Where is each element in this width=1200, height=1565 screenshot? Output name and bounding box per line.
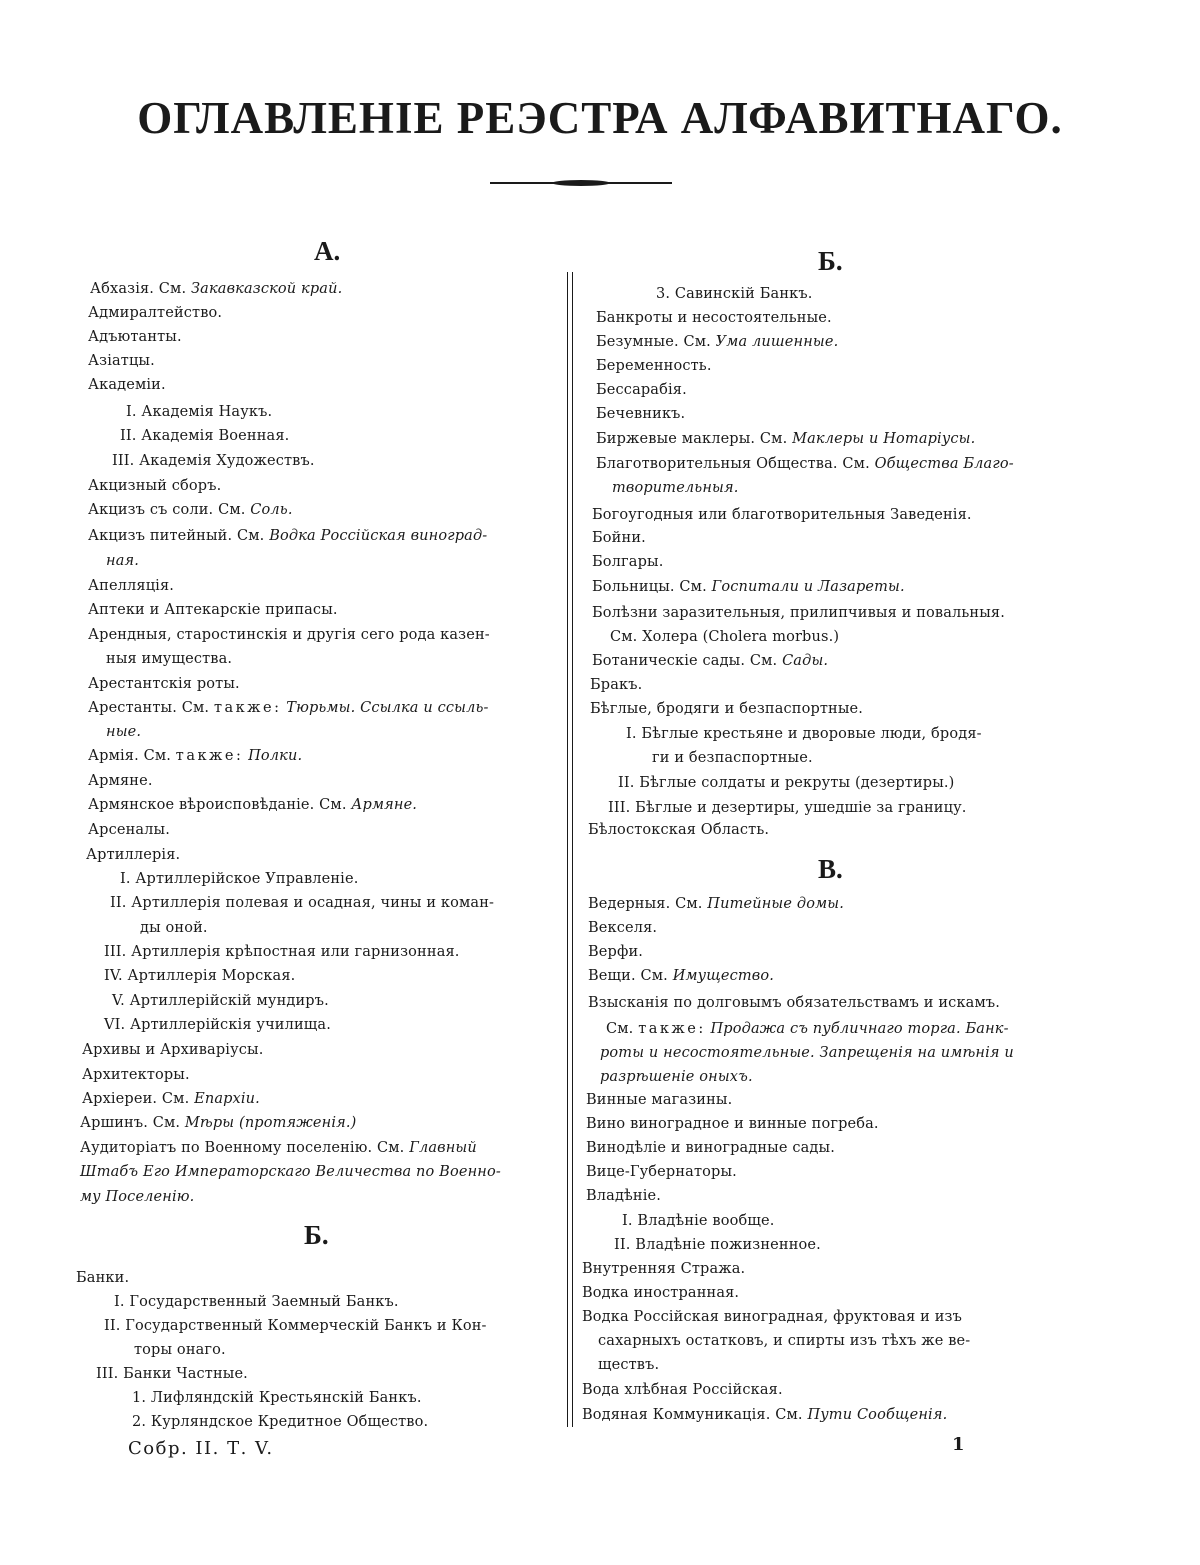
index-entry: Винодѣліе и виноградные сады. xyxy=(586,1140,835,1156)
index-entry: Акцизъ питейный. См. Водка Россійская виноград- xyxy=(88,528,488,544)
index-entry: Апелляція. xyxy=(88,578,175,594)
section-head-b-left: Б. xyxy=(304,1220,329,1250)
index-entry: Адъютанты. xyxy=(88,329,182,345)
index-entry-continuation: разрѣшеніе оныхъ. xyxy=(600,1069,753,1085)
index-subentry: VI. Артиллерійскія училища. xyxy=(104,1017,331,1033)
index-entry: Биржевые маклеры. См. Маклеры и Нотаріусы. xyxy=(596,431,976,447)
index-entry: Армянское вѣроисповѣданіе. См. Армяне. xyxy=(88,797,418,813)
index-subentry: 2. Курляндское Кредитное Общество. xyxy=(132,1414,429,1430)
signature-mark: Собр. II. Т. V. xyxy=(128,1438,274,1459)
index-entry: Аршинъ. См. Мѣры (протяженія.) xyxy=(80,1115,357,1131)
index-entry: Бѣглые, бродяги и безпаспортные. xyxy=(590,701,864,717)
index-subentry: II. Академія Военная. xyxy=(120,428,290,444)
index-entry-continuation: Штабъ Его Императорскаго Величества по Военно- xyxy=(80,1164,501,1180)
index-subentry: II. Бѣглые солдаты и рекруты (дезертиры.) xyxy=(618,775,955,791)
section-head-a: А. xyxy=(314,236,341,266)
index-entry: Водка Россійская виноградная, фруктовая и изъ xyxy=(582,1309,962,1325)
index-entry: Азіатцы. xyxy=(88,353,155,369)
index-entry: Бечевникъ. xyxy=(596,406,686,422)
index-entry: Банкроты и несостоятельные. xyxy=(596,310,832,326)
column-divider xyxy=(567,272,568,1427)
index-entry: Внутренняя Стража. xyxy=(582,1261,746,1277)
index-subentry: II. Государственный Коммерческій Банкъ и Кон- xyxy=(104,1318,487,1334)
index-entry: Водяная Коммуникація. См. Пути Сообщенія. xyxy=(582,1407,948,1423)
index-entry: Архіереи. См. Епархіи. xyxy=(82,1091,260,1107)
index-entry: Архивы и Архиваріусы. xyxy=(82,1042,264,1058)
index-subentry: II. Владѣніе пожизненное. xyxy=(614,1237,821,1253)
index-entry-continuation: ществъ. xyxy=(598,1357,660,1373)
index-subentry: I. Государственный Заемный Банкъ. xyxy=(114,1294,399,1310)
index-entry: Армяне. xyxy=(88,773,153,789)
index-entry: Благотворительныя Общества. См. Общества Благо- xyxy=(596,456,1014,472)
index-subentry: III. Бѣглые и дезертиры, ушедшіе за границу. xyxy=(608,800,967,816)
index-entry: Безумные. См. Ума лишенные. xyxy=(596,334,839,350)
index-entry: Больницы. См. Госпитали и Лазареты. xyxy=(592,579,905,595)
index-entry: Адмиралтейство. xyxy=(88,305,223,321)
index-entry: Бѣлостокская Область. xyxy=(588,822,770,838)
index-entry: Акцизный сборъ. xyxy=(88,478,222,494)
index-entry: Академіи. xyxy=(88,377,166,393)
index-entry: Арсеналы. xyxy=(88,822,170,838)
index-entry: Банки. xyxy=(76,1270,130,1286)
index-entry: Абхазія. См. Закавказской край. xyxy=(90,281,343,297)
index-entry: Артиллерія. xyxy=(86,847,181,863)
index-entry: Болгары. xyxy=(592,554,664,570)
index-entry: Взысканія по долговымъ обязательствамъ и искамъ. xyxy=(588,995,1001,1011)
index-entry-continuation: му Поселенію. xyxy=(80,1189,195,1205)
index-entry: Ведерныя. См. Питейные домы. xyxy=(588,896,844,912)
index-entry: Ботаническіе сады. См. Сады. xyxy=(592,653,829,669)
index-subentry: III. Академія Художествъ. xyxy=(112,453,315,469)
index-entry-continuation: ды оной. xyxy=(140,920,208,936)
index-entry-continuation: ныя имущества. xyxy=(106,651,233,667)
index-subentry: I. Бѣглые крестьяне и дворовые люди, бродя- xyxy=(626,726,982,742)
index-entry: Арендныя, старостинскія и другія сего рода казен- xyxy=(88,627,490,643)
index-entry: Беременность. xyxy=(596,358,712,374)
index-entry: Винные магазины. xyxy=(586,1092,733,1108)
column-divider-inner xyxy=(572,272,573,1427)
title-ornament xyxy=(490,180,672,186)
index-entry: Арестанты. См. также: Тюрьмы. Ссылка и ссыль- xyxy=(88,700,489,716)
index-entry: Вещи. См. Имущество. xyxy=(588,968,775,984)
index-entry-continuation: творительныя. xyxy=(612,480,739,496)
index-subentry: I. Артиллерійское Управленіе. xyxy=(120,871,359,887)
index-entry: Аптеки и Аптекарскіе припасы. xyxy=(88,602,338,618)
index-entry-continuation: См. Холера (Cholera morbus.) xyxy=(610,629,840,645)
index-subentry: 3. Савинскій Банкъ. xyxy=(656,286,813,302)
index-entry: Болѣзни заразительныя, прилипчивыя и повальныя. xyxy=(592,605,1005,621)
page-number: 1 xyxy=(952,1434,965,1455)
index-entry: Вино виноградное и винные погреба. xyxy=(586,1116,879,1132)
index-subentry: II. Артиллерія полевая и осадная, чины и коман- xyxy=(110,895,495,911)
index-entry-continuation: ная. xyxy=(106,553,140,569)
index-entry-continuation: сахарныхъ остатковъ, и спирты изъ тѣхъ же ве- xyxy=(598,1333,971,1349)
index-entry: Векселя. xyxy=(588,920,658,936)
index-subentry: I. Владѣніе вообще. xyxy=(622,1213,775,1229)
index-entry: Архитекторы. xyxy=(82,1067,190,1083)
index-entry: Армія. См. также: Полки. xyxy=(88,748,303,764)
index-entry-continuation: ные. xyxy=(106,724,142,740)
index-entry: Владѣніе. xyxy=(586,1188,662,1204)
index-entry-continuation: См. также: Продажа съ публичнаго торга. Банк- xyxy=(606,1021,1009,1037)
index-entry: Бессарабія. xyxy=(596,382,687,398)
index-entry: Бракъ. xyxy=(590,677,643,693)
section-head-v: В. xyxy=(818,854,843,884)
index-subentry: III. Артиллерія крѣпостная или гарнизонная. xyxy=(104,944,460,960)
index-entry: Арестантскія роты. xyxy=(88,676,240,692)
index-entry: Аудиторіатъ по Военному поселенію. См. Главный xyxy=(80,1140,477,1156)
index-entry: Верфи. xyxy=(588,944,644,960)
index-entry: Бойни. xyxy=(592,530,646,546)
index-entry: Вода хлѣбная Россійская. xyxy=(582,1382,783,1398)
page-title: ОГЛАВЛЕНІЕ РЕЭСТРА АЛФАВИТНАГО. xyxy=(137,93,1063,143)
index-entry: Вице-Губернаторы. xyxy=(586,1164,737,1180)
index-entry: Акцизъ съ соли. См. Соль. xyxy=(88,502,293,518)
section-head-b-right: Б. xyxy=(818,246,843,276)
index-subentry: V. Артиллерійскій мундиръ. xyxy=(112,993,329,1009)
index-entry: Богоугодныя или благотворительныя Заведенія. xyxy=(592,507,972,523)
index-subentry: IV. Артиллерія Морская. xyxy=(104,968,296,984)
index-subentry: 1. Лифляндскій Крестьянскій Банкъ. xyxy=(132,1390,422,1406)
index-subentry: III. Банки Частные. xyxy=(96,1366,248,1382)
index-entry: Водка иностранная. xyxy=(582,1285,740,1301)
index-entry-continuation: роты и несостоятельные. Запрещенія на имѣнія и xyxy=(600,1045,1014,1061)
index-entry-continuation: ги и безпаспортные. xyxy=(652,750,813,766)
index-entry-continuation: торы онаго. xyxy=(134,1342,226,1358)
index-subentry: I. Академія Наукъ. xyxy=(126,404,273,420)
